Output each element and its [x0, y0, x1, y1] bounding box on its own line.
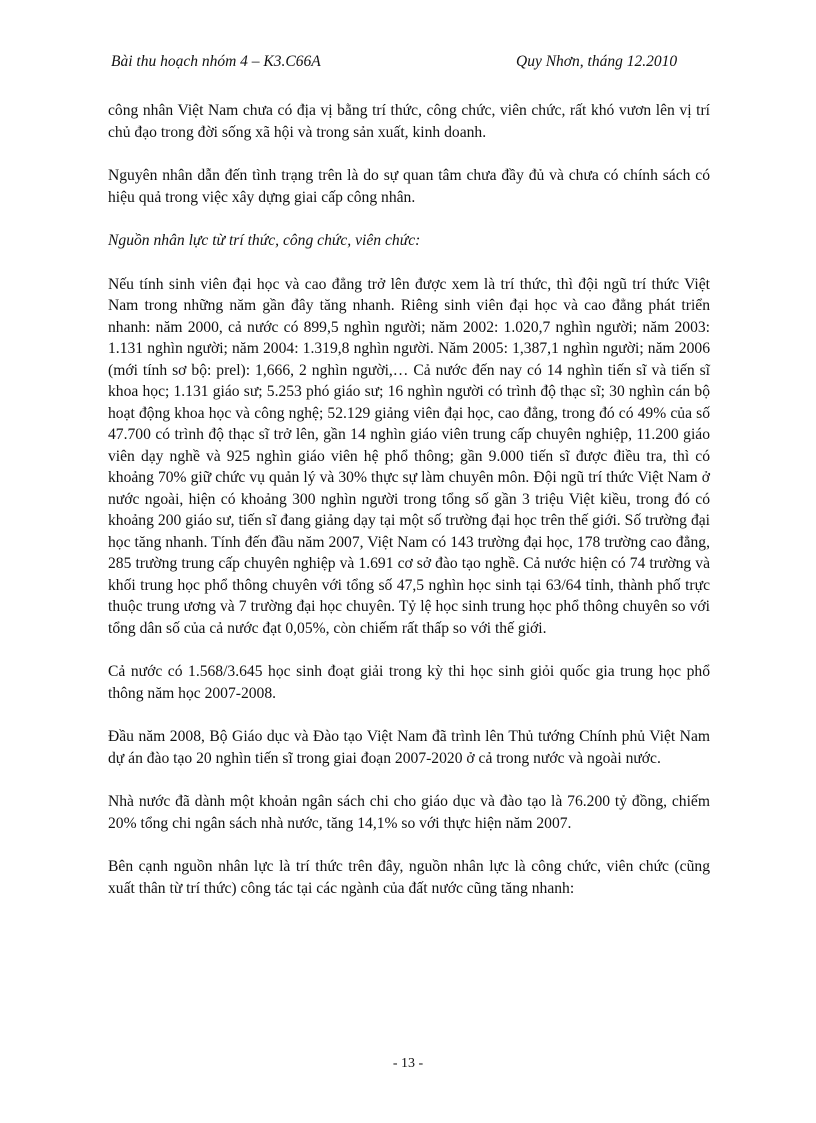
paragraph-continuation: công nhân Việt Nam chưa có địa vị bằng trí thức, công chức, viên chức, rất khó vươn lên vị trí chủ đạo trong đời sống xã hội và trong sản xuất, kinh doanh. [108, 102, 710, 141]
page-header [108, 51, 712, 73]
paragraph-budget: Nhà nước đã dành một khoản ngân sách chi cho giáo dục và đào tạo là 76.200 tỷ đồng, chiếm 20% tổng chi ngân sách nhà nước, tăng 14,1% so với thực hiện năm 2007. [108, 793, 710, 832]
section-heading: Nguồn nhân lực từ trí thức, công chức, viên chức: [108, 232, 421, 249]
page-number: - 13 - [392, 1056, 424, 1071]
document-body [108, 100, 710, 921]
page-footer [0, 1055, 816, 1073]
paragraph-civil-servants: Bên cạnh nguồn nhân lực là trí thức trên đây, nguồn nhân lực là công chức, viên chức (cũng xuất thân từ trí thức) công tác tại các ngành của đất nước cũng tăng nhanh: [108, 858, 710, 897]
paragraph-statistics: Nếu tính sinh viên đại học và cao đẳng trở lên được xem là trí thức, thì đội ngũ trí thức Việt Nam trong những năm gần đây tăng nhanh. Riêng sinh viên đại học và cao đẳng phát triển nhanh: năm 2000, cả nước có 899,5 nghìn người; năm 2002: 1.020,7 nghìn người; năm 2003: 1.131 nghìn người; năm 2004: 1.319,8 nghìn người. Năm 2005: 1,387,1 nghìn người; năm 2006 (mới tính sơ bộ: prel): 1,666, 2 nghìn người,… Cả nước đến nay có 14 nghìn tiến sĩ và tiến sĩ khoa học; 1.131 giáo sư; 5.253 phó giáo sư; 16 nghìn người có trình độ thạc sĩ; 30 nghìn cán bộ hoạt động khoa học và công nghệ; 52.129 giảng viên đại học, cao đẳng, trong đó có 49% của số 47.700 có trình độ thạc sĩ trở lên, gần 14 nghìn giáo viên trung cấp chuyên nghiệp, 11.200 giáo viên dạy nghề và 925 nghìn giáo viên hệ phổ thông; gần 9.000 tiến sĩ được điều tra, thì có khoảng 70% giữ chức vụ quản lý và 30% thực sự làm chuyên môn. Đội ngũ trí thức Việt Nam ở nước ngoài, hiện có khoảng 300 nghìn người trong tổng số gần 3 triệu Việt kiều, trong đó có khoảng 200 giáo sư, tiến sĩ đang giảng dạy tại một số trường đại học trên thế giới. Số trường đại học tăng nhanh. Tính đến đầu năm 2007, Việt Nam có 143 trường đại học, 178 trường cao đẳng, 285 trường trung cấp chuyên nghiệp và 1.691 cơ sở đào tạo nghề. Cả nước hiện có 74 trường và khối trung học phổ thông chuyên với tổng số 47,5 nghìn học sinh tại 63/64 tỉnh, thành phố trực thuộc trung ương và 7 trường đại học chuyên. Tỷ lệ học sinh trung học phổ thông chuyên so với tổng dân số của cả nước đạt 0,05%, còn chiếm rất thấp so với thế giới. [108, 275, 710, 637]
paragraph-student-awards: Cả nước có 1.568/3.645 học sinh đoạt giải trong kỳ thi học sinh giỏi quốc gia trung học phổ thông năm học 2007-2008. [108, 663, 710, 702]
header-place-date: Quy Nhơn, tháng 12.2010 [516, 53, 678, 70]
header-report-title: Bài thu hoạch nhóm 4 – K3.C66A [111, 53, 321, 70]
paragraph-cause: Nguyên nhân dẫn đến tình trạng trên là do sự quan tâm chưa đầy đủ và chưa có chính sách có hiệu quả trong việc xây dựng giai cấp công nhân. [108, 167, 710, 206]
paragraph-phd-project: Đầu năm 2008, Bộ Giáo dục và Đào tạo Việt Nam đã trình lên Thủ tướng Chính phủ Việt Nam dự án đào tạo 20 nghìn tiến sĩ trong giai đoạn 2007-2020 ở cả trong nước và ngoài nước. [108, 728, 710, 767]
